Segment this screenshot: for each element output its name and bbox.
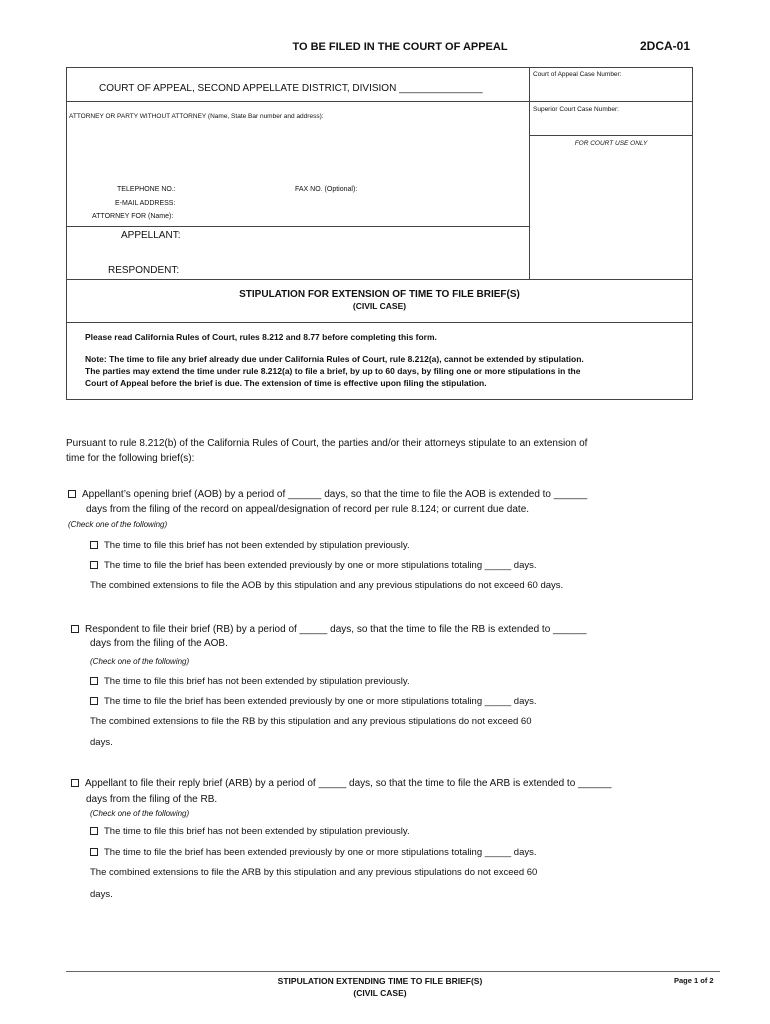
intro-line2: time for the following brief(s):: [66, 453, 195, 464]
arb-line2: days from the filing of the RB.: [86, 794, 218, 805]
arb-opt2-checkbox[interactable]: [90, 848, 98, 856]
doc-subtitle: (CIVIL CASE): [352, 301, 407, 311]
arb-opt2-item: [90, 847, 537, 858]
aob-line1: Appellant’s opening brief (AOB) by a period of ______ days, so that the time to file the AOB is extended to ______: [82, 489, 588, 500]
telephone-label: TELEPHONE NO.:: [117, 186, 176, 193]
rb-opt1-text: The time to file this brief has not been extended by stipulation previously.: [104, 676, 410, 687]
intro-line1: Pursuant to rule 8.212(b) of the California Rules of Court, the parties and/or their attorneys stipulate to an extension of: [66, 438, 588, 449]
footer-title: STIPULATION EXTENDING TIME TO FILE BRIEF(S): [277, 976, 483, 986]
court-line: COURT OF APPEAL, SECOND APPELLATE DISTRICT, DIVISION _______________: [99, 83, 483, 94]
arb-line1: Appellant to file their reply brief (ARB) by a period of _____ days, so that the time to file the ARB is extended to ______: [85, 778, 612, 789]
aob-opt1-text: The time to file this brief has not been extended by stipulation previously.: [104, 540, 410, 551]
form-header-title: TO BE FILED IN THE COURT OF APPEAL: [292, 41, 508, 53]
fax-label: FAX NO. (Optional):: [295, 186, 358, 193]
arb-opt1-checkbox[interactable]: [90, 827, 98, 835]
rb-check-one: (Check one of the following): [90, 657, 190, 666]
page-number: Page 1 of 2: [674, 976, 714, 985]
notice-line3: The parties may extend the time under rule 8.212(a) to file a brief, by up to 60 days, by filing one or more stipulations in the: [85, 366, 581, 376]
footer-rule: [66, 971, 720, 972]
footer-subtitle: (CIVIL CASE): [353, 988, 407, 998]
attorney-for-label: ATTORNEY FOR (Name):: [92, 213, 174, 220]
aob-checkbox[interactable]: [68, 490, 76, 498]
caption-left-box: [66, 67, 530, 280]
case-number-label: Court of Appeal Case Number:: [533, 71, 622, 78]
rb-opt2-text: The time to file the brief has been extended previously by one or more stipulations totaling _____ days.: [104, 696, 537, 707]
caption-right-box: [529, 67, 693, 280]
caption-divider: [529, 101, 693, 102]
notice-line4: Court of Appeal before the brief is due. The extension of time is effective upon filing the stipulation.: [85, 378, 487, 388]
notice-line2: Note: The time to file any brief already due under California Rules of Court, rule 8.212(a), cannot be extended by stipulation.: [85, 354, 584, 364]
respondent-label: RESPONDENT:: [108, 265, 180, 276]
rb-combined-days: days.: [90, 737, 113, 748]
arb-opt2-text: The time to file the brief has been extended previously by one or more stipulations totaling _____ days.: [104, 847, 537, 858]
arb-checkbox[interactable]: [71, 779, 79, 787]
rb-opt2-item: [90, 696, 537, 707]
appellant-label: APPELLANT:: [121, 230, 181, 241]
rb-checkbox[interactable]: [71, 625, 79, 633]
aob-combined: The combined extensions to file the AOB by this stipulation and any previous stipulations do not exceed 60 days.: [90, 580, 564, 591]
caption-divider: [529, 135, 693, 136]
arb-opt1-item: [90, 826, 410, 837]
arb-opt1-text: The time to file this brief has not been extended by stipulation previously.: [104, 826, 410, 837]
notice-line1: Please read California Rules of Court, rules 8.212 and 8.77 before completing this form.: [85, 332, 437, 342]
arb-combined-days: days.: [90, 889, 113, 900]
aob-check-one: (Check one of the following): [68, 520, 168, 529]
rb-opt2-checkbox[interactable]: [90, 697, 98, 705]
aob-opt1-item: [90, 540, 410, 551]
rb-line1: Respondent to file their brief (RB) by a period of _____ days, so that the time to file the RB is extended to ______: [85, 624, 587, 635]
attorney-label-text: ATTORNEY OR PARTY WITHOUT ATTORNEY (Name, State Bar number and address):: [69, 113, 324, 120]
superior-case-label: Superior Court Case Number:: [533, 106, 619, 113]
doc-title: STIPULATION FOR EXTENSION OF TIME TO FILE BRIEF(S): [239, 289, 520, 300]
attorney-label: [69, 105, 324, 123]
form-number: 2DCA-01: [640, 39, 691, 53]
email-label: E-MAIL ADDRESS:: [115, 200, 176, 207]
arb-combined: The combined extensions to file the ARB by this stipulation and any previous stipulations do not exceed 60: [90, 867, 538, 878]
aob-opt2-text: The time to file the brief has been extended previously by one or more stipulations totaling _____ days.: [104, 560, 537, 571]
aob-item: [68, 487, 587, 502]
rb-line2: days from the filing of the AOB.: [90, 638, 228, 649]
aob-line2: days from the filing of the record on appeal/designation of record per rule 8.124; or current due date.: [86, 504, 530, 515]
caption-divider: [66, 226, 530, 227]
aob-opt1-checkbox[interactable]: [90, 541, 98, 549]
aob-opt2-item: [90, 560, 537, 571]
rb-opt1-checkbox[interactable]: [90, 677, 98, 685]
rb-combined: The combined extensions to file the RB by this stipulation and any previous stipulations do not exceed 60: [90, 716, 532, 727]
court-use-label: FOR COURT USE ONLY: [574, 140, 648, 147]
arb-check-one: (Check one of the following): [90, 809, 190, 818]
caption-divider: [66, 101, 530, 102]
aob-opt2-checkbox[interactable]: [90, 561, 98, 569]
arb-item: [71, 776, 611, 791]
rb-opt1-item: [90, 676, 410, 687]
rb-item: [71, 622, 586, 637]
